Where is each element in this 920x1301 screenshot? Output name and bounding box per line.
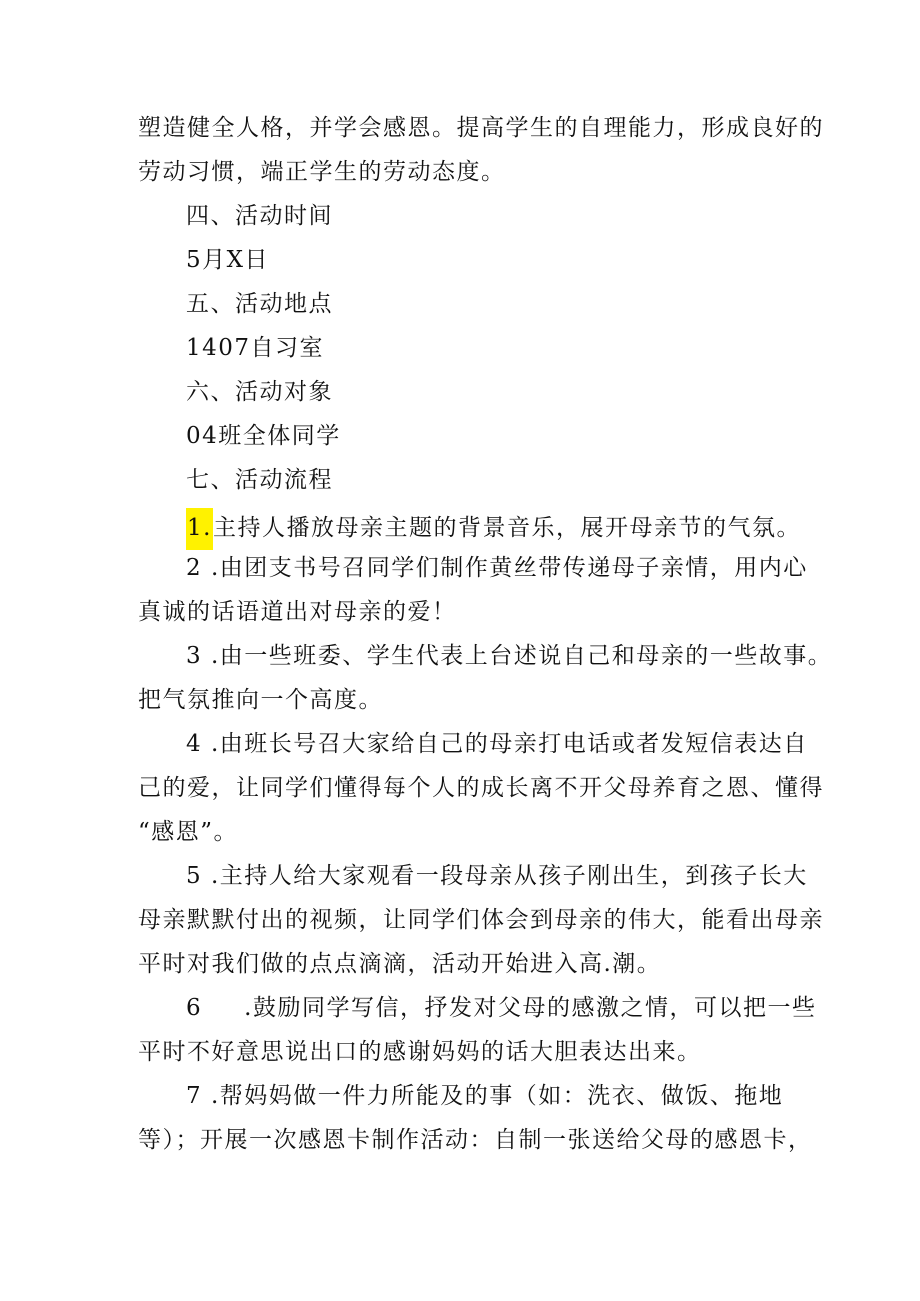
step-7	[186, 1080, 783, 1112]
section-heading-audience: 六、活动对象	[186, 379, 333, 405]
step-number: 3 .	[186, 643, 220, 669]
step-continuation: “感恩”。	[138, 819, 239, 845]
step-continuation: 等）；开展一次感恩卡制作活动：自制一张送给父母的感恩卡，	[138, 1127, 813, 1153]
step-text: 由一些班委、学生代表上台述说自己和母亲的一些故事。	[219, 643, 833, 669]
step-text: 主持人播放母亲主题的背景音乐，展开母亲节的气氛。	[212, 515, 801, 541]
paragraph-line: 塑造健全人格，并学会感恩。提高学生的自理能力，形成良好的	[138, 115, 824, 141]
step-text: 由团支书号召同学们制作黄丝带传递母子亲情，用内心	[219, 555, 808, 581]
step-text: 由班长号召大家给自己的母亲打电话或者发短信表达自	[219, 731, 808, 757]
step-continuation: 平时不好意思说出口的感谢妈妈的话大胆表达出来。	[138, 1039, 702, 1065]
activity-audience-value: 04班全体同学	[186, 423, 341, 449]
section-heading-location: 五、活动地点	[186, 291, 333, 317]
section-heading-time: 四、活动时间	[186, 203, 333, 229]
step-number: 4 .	[186, 731, 220, 757]
step-number-highlighted: 1.	[186, 508, 213, 550]
step-continuation: 真诚的话语道出对母亲的爱！	[138, 599, 457, 625]
section-heading-process: 七、活动流程	[186, 467, 333, 493]
activity-time-value: 5月X日	[186, 247, 270, 273]
step-text: 主持人给大家观看一段母亲从孩子刚出生，到孩子长大	[219, 863, 808, 889]
step-6	[186, 992, 816, 1024]
step-5	[186, 860, 808, 892]
step-number: 7 .	[186, 1083, 220, 1109]
step-1	[186, 508, 801, 550]
step-continuation: 平时对我们做的点点滴滴，活动开始进入高.潮。	[138, 951, 662, 977]
step-continuation: 母亲默默付出的视频，让同学们体会到母亲的伟大，能看出母亲	[138, 907, 824, 933]
step-number: 5 .	[186, 863, 220, 889]
step-continuation: 把气氛推向一个高度。	[138, 687, 383, 713]
step-text: 帮妈妈做一件力所能及的事（如：洗衣、做饭、拖地	[219, 1083, 784, 1109]
step-continuation: 己的爱，让同学们懂得每个人的成长离不开父母养育之恩、懂得	[138, 775, 824, 801]
paragraph-line: 劳动习惯，端正学生的劳动态度。	[138, 159, 506, 185]
step-4	[186, 728, 808, 760]
step-text: .鼓励同学写信，抒发对父母的感激之情，可以把一些	[244, 995, 817, 1021]
step-3	[186, 640, 832, 672]
step-2	[186, 552, 808, 584]
step-number: 2 .	[186, 555, 220, 581]
step-number: 6	[186, 995, 203, 1021]
activity-location-value: 1407自习室	[186, 335, 325, 361]
